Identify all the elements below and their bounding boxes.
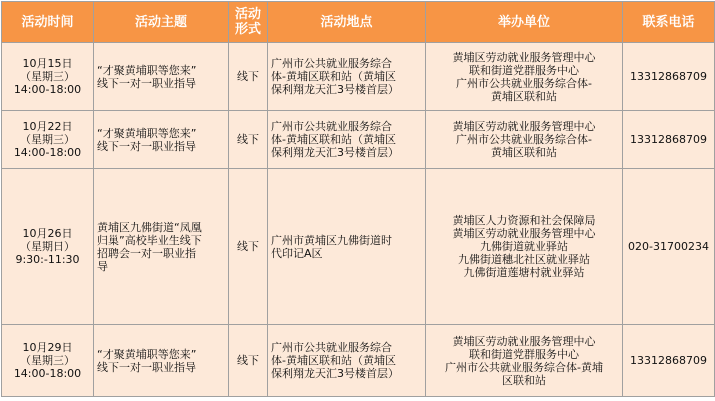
form-cell: 线下 [229,325,268,397]
header-form [229,2,268,43]
phone-cell: 020-31700234 [623,169,715,325]
time-cell [2,43,94,111]
weekday-text: （星期三） [20,133,75,146]
hours-text: 14:00-18:00 [13,146,82,159]
date-text: 10月29日 [22,341,73,354]
place-line: 体-黄埔区联和站（黄埔区 [271,70,396,83]
place-line: 保利翔龙天汇3号楼首层） [271,83,399,96]
org-cell [426,169,623,325]
org-cell [426,325,623,397]
phone-cell: 13312868709 [623,43,715,111]
theme-line: 黄埔区九佛街道“凤凰 [97,220,202,234]
header-org: 举办单位 [426,2,623,43]
theme-line: 线下一对一职业指导 [97,360,196,374]
theme-line: 导 [97,259,108,273]
table-row [2,325,715,397]
date-text: 10月15日 [22,57,73,70]
header-time: 活动时间 [2,2,94,43]
place-line: 体-黄埔区联和站（黄埔区 [271,133,396,146]
theme-cell [94,169,229,325]
table-row [2,43,715,111]
place-line: 广州市公共就业服务综合 [271,341,392,354]
header-form-line1: 活动 [234,7,261,22]
place-line: 广州市公共就业服务综合 [271,120,392,133]
table-row [2,111,715,169]
org-line: 九佛街道莲塘村就业驿站 [463,266,585,279]
theme-line: “才聚黄埔职等您来” [97,126,197,140]
place-cell [268,325,426,397]
org-line: 黄埔区劳动就业服务管理中心 [452,120,596,133]
hours-text: 14:00-18:00 [13,83,82,96]
form-cell: 线下 [229,43,268,111]
phone-cell: 13312868709 [623,325,715,397]
header-form-line2: 形式 [234,22,261,37]
header-phone: 联系电话 [623,2,715,43]
place-cell [268,111,426,169]
place-line: 体-黄埔区联和站（黄埔区 [271,354,396,367]
date-text: 10月22日 [22,120,73,133]
org-line: 广州市公共就业服务综合体- [456,76,592,90]
form-cell: 线下 [229,111,268,169]
theme-cell [94,325,229,397]
time-cell [2,111,94,169]
theme-cell [94,43,229,111]
org-line: 黄埔区劳动就业服务管理中心 [452,334,596,348]
org-cell [426,43,623,111]
place-line: 保利翔龙天汇3号楼首层） [271,367,399,380]
theme-line: “才聚黄埔职等您来” [97,63,197,77]
theme-line: 归巢”高校毕业生线下 [97,233,202,247]
weekday-text: （星期三） [20,354,75,367]
org-line: 黄埔区联和站 [491,89,557,103]
place-line: 广州市黄埔区九佛街道时 [271,233,392,247]
form-cell: 线下 [229,169,268,325]
hours-text: 14:00-18:00 [13,367,82,380]
place-line: 代印记A区 [271,246,323,260]
org-line: 黄埔区劳动就业服务管理中心 [452,50,596,64]
place-cell [268,43,426,111]
theme-line: “才聚黄埔职等您来” [97,347,197,361]
table-row [2,169,715,325]
weekday-text: （星期日） [20,240,75,253]
theme-line: 招聘会一对一职业指 [97,246,196,260]
header-place: 活动地点 [268,2,426,43]
hours-text: 9:30:-11:30 [15,253,80,266]
activity-schedule-table [1,1,715,397]
org-line: 广州市公共就业服务综合体- [456,133,592,146]
theme-cell [94,111,229,169]
org-cell [426,111,623,169]
org-line: 黄埔区联和站 [491,146,557,159]
header-theme: 活动主题 [94,2,229,43]
header-row [2,2,715,43]
org-line: 黄埔区人力资源和社会保障局 [452,214,596,227]
org-line: 联和街道党群服务中心 [469,63,579,77]
org-line: 区联和站 [502,373,546,387]
org-line: 九佛街道穗北社区就业驿站 [458,253,590,266]
place-line: 保利翔龙天汇3号楼首层） [271,146,399,159]
date-text: 10月26日 [22,227,73,240]
place-cell [268,169,426,325]
org-line: 联和街道党群服务中心 [469,347,579,361]
place-line: 广州市公共就业服务综合 [271,57,392,70]
time-cell [2,325,94,397]
phone-cell: 13312868709 [623,111,715,169]
org-line: 广州市公共就业服务综合体-黄埔 [445,360,603,374]
time-cell [2,169,94,325]
theme-line: 线下一对一职业指导 [97,139,196,153]
theme-line: 线下一对一职业指导 [97,76,196,90]
org-line: 九佛街道就业驿站 [480,240,568,253]
org-line: 黄埔区劳动就业服务管理中心 [452,227,596,240]
weekday-text: （星期三） [20,70,75,83]
